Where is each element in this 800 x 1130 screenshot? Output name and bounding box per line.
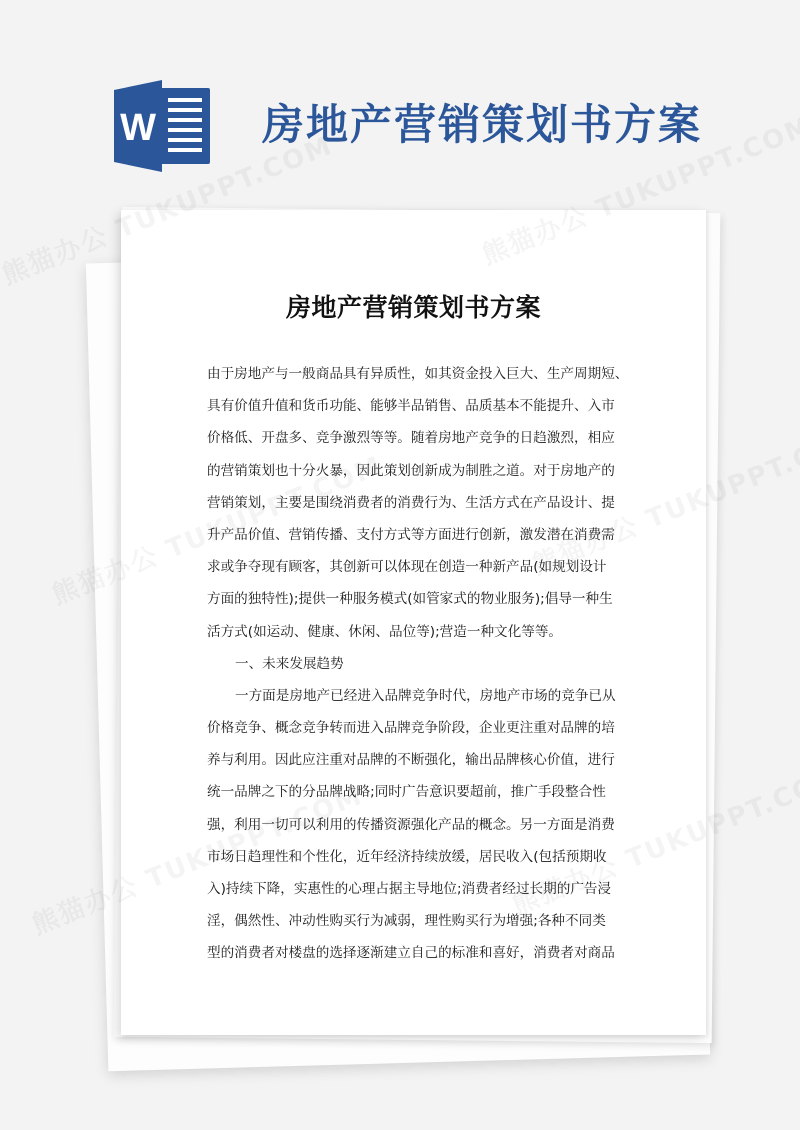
paragraph-line: 市场日趋理性和个性化，近年经济持续放缓，居民收入(包括预期收 <box>207 848 607 865</box>
header-banner <box>0 0 800 200</box>
paragraph-line: 升产品价值、营销传播、支付方式等方面进行创新，激发潜在消费需 <box>207 526 615 543</box>
document-title: 房地产营销策划书方案 <box>285 293 541 322</box>
paragraph-line: 入)持续下降，实惠性的心理占据主导地位;消费者经过长期的广告浸 <box>207 881 612 897</box>
paragraph-line: 营销策划，主要是围绕消费者的消费行为、生活方式在产品设计、提 <box>207 494 615 511</box>
svg-text:W: W <box>120 107 156 149</box>
paragraph-line: 由于房地产与一般商品具有异质性，如其资金投入巨大、生产周期短、 <box>207 366 629 382</box>
section-heading: 一、未来发展趋势 <box>235 655 344 672</box>
document-page <box>121 210 706 1035</box>
paragraph-line: 一方面是房地产已经进入品牌竞争时代，房地产市场的竞争已从 <box>235 687 616 704</box>
header-title: 房地产营销策划书方案 <box>262 100 703 149</box>
paragraph-line: 养与利用。因此应注重对品牌的不断强化，输出品牌核心价值，进行 <box>207 752 615 769</box>
paragraph-line: 型的消费者对楼盘的选择逐渐建立自己的标准和喜好，消费者对商品 <box>207 945 615 962</box>
paragraph-line: 价格低、开盘多、竞争激烈等等。随着房地产竞争的日趋激烈，相应 <box>207 430 615 447</box>
paragraph-line: 淫，偶然性、冲动性购买行为减弱，理性购买行为增强;各种不同类 <box>207 913 606 930</box>
paragraph-line: 具有价值升值和货币功能、能够半品销售、品质基本不能提升、入市 <box>207 398 615 415</box>
paragraph-line: 统一品牌之下的分品牌战略;同时广告意识要超前，推广手段整合性 <box>207 784 606 801</box>
paragraph-line: 方面的独特性);提供一种服务模式(如管家式的物业服务);倡导一种生 <box>207 591 613 608</box>
paragraph-line: 的营销策划也十分火暴，因此策划创新成为制胜之道。对于房地产的 <box>207 462 615 479</box>
paragraph-line: 强，利用一切可以利用的传播资源强化产品的概念。另一方面是消费 <box>207 816 615 833</box>
paragraph-line: 价格竞争、概念竞争转而进入品牌竞争阶段，企业更注重对品牌的培 <box>207 720 615 737</box>
paragraph-line: 求或争夺现有顾客，其创新可以体现在创造一种新产品(如规划设计 <box>207 559 607 576</box>
paragraph-line: 活方式(如运动、健康、休闲、品位等);营造一种文化等等。 <box>207 623 563 640</box>
word-document-icon <box>110 78 216 174</box>
document-body <box>207 358 627 970</box>
